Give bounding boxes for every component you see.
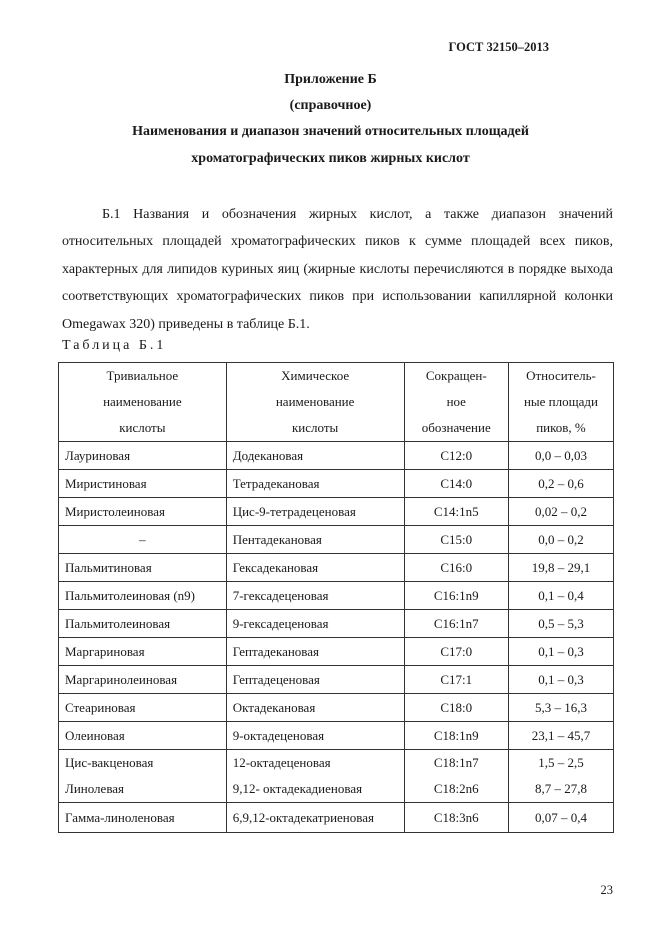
header-relative-area: [508, 363, 613, 442]
header-chemical-name: [226, 363, 404, 442]
header-line: наименование: [103, 394, 182, 409]
chemical-name-cell: 12-октадеценовая: [226, 750, 404, 777]
trivial-name-cell: Маргариновая: [59, 638, 227, 666]
abbreviation-cell: C14:0: [404, 470, 508, 498]
chemical-name-cell: 9-гексадеценовая: [226, 610, 404, 638]
header-line: ное: [446, 394, 466, 409]
relative-area-cell: 0,1 – 0,3: [508, 666, 613, 694]
relative-area-cell: 0,2 – 0,6: [508, 470, 613, 498]
trivial-name-cell: Олеиновая: [59, 722, 227, 750]
header-line: Сокращен-: [425, 368, 487, 383]
chemical-name-cell: Октадекановая: [226, 694, 404, 722]
appendix-subtitle: (справочное): [289, 98, 372, 113]
header-abbreviation: [404, 363, 508, 442]
table-header-row: [59, 363, 614, 442]
relative-area-cell: 1,5 – 2,5: [508, 750, 613, 777]
header-line: ные площади: [523, 394, 598, 409]
header-line: Тривиальное: [106, 368, 179, 383]
abbreviation-cell: C18:1n7: [404, 750, 508, 777]
relative-area-cell: 0,07 – 0,4: [508, 803, 613, 833]
chemical-name-cell: Цис-9-тетрадеценовая: [226, 498, 404, 526]
abbreviation-cell: C18:0: [404, 694, 508, 722]
table-row: [59, 610, 614, 638]
abbreviation-cell: C14:1n5: [404, 498, 508, 526]
abbreviation-cell: C17:1: [404, 666, 508, 694]
chemical-name-cell: Тетрадекановая: [226, 470, 404, 498]
abbreviation-cell: C12:0: [404, 442, 508, 470]
table-row: [59, 694, 614, 722]
trivial-name-cell: Лауриновая: [59, 442, 227, 470]
table-caption: Таблица Б.1: [62, 338, 167, 353]
body-paragraph-text: Б.1 Названия и обозначения жирных кислот, а также диапазон значений относительных площадей хроматографических пиков к сумме площадей всех пиков, характерных для липидов куриных яиц (жирные кислоты перечисляются в порядке выхода соответствующих хроматографических пиков при использовании капиллярной колонки Omegawax 320) приведены в таблице Б.1.: [62, 207, 613, 332]
appendix-heading-line-2: хроматографических пиков жирных кислот: [191, 151, 470, 166]
header-line: пиков, %: [536, 420, 586, 435]
header-line: кислоты: [119, 420, 166, 435]
trivial-name-cell: Стеариновая: [59, 694, 227, 722]
table-row: [59, 638, 614, 666]
table-row: [59, 750, 614, 777]
table-row: [59, 554, 614, 582]
relative-area-cell: 19,8 – 29,1: [508, 554, 613, 582]
header-line: кислоты: [291, 420, 339, 435]
chemical-name-cell: 9,12- октадекадиеновая: [226, 776, 404, 803]
relative-area-cell: 0,1 – 0,3: [508, 638, 613, 666]
body-paragraph: [62, 201, 613, 338]
relative-area-cell: 0,0 – 0,03: [508, 442, 613, 470]
header-line: наименование: [275, 394, 355, 409]
relative-area-cell: 0,02 – 0,2: [508, 498, 613, 526]
chemical-name-cell: Гептадеценовая: [226, 666, 404, 694]
table-row: [59, 442, 614, 470]
abbreviation-cell: C15:0: [404, 526, 508, 554]
trivial-name-cell: Миристолеиновая: [59, 498, 227, 526]
header-line: обозначение: [421, 420, 491, 435]
fatty-acids-table: [58, 362, 614, 833]
trivial-name-cell: Линолевая: [59, 776, 227, 803]
abbreviation-cell: C17:0: [404, 638, 508, 666]
chemical-name-cell: 7-гексадеценовая: [226, 582, 404, 610]
trivial-name-cell: Пальмитолеиновая: [59, 610, 227, 638]
table-row: [59, 776, 614, 803]
chemical-name-cell: Пентадекановая: [226, 526, 404, 554]
trivial-name-cell: Пальмитиновая: [59, 554, 227, 582]
table-row: [59, 498, 614, 526]
header-trivial-name: [59, 363, 227, 442]
chemical-name-cell: 6,9,12-октадекатриеновая: [226, 803, 404, 833]
relative-area-cell: 8,7 – 27,8: [508, 776, 613, 803]
table-row: [59, 582, 614, 610]
chemical-name-cell: Додекановая: [226, 442, 404, 470]
trivial-name-cell: Цис-вакценовая: [59, 750, 227, 777]
abbreviation-cell: C16:1n9: [404, 582, 508, 610]
chemical-name-cell: Гептадекановая: [226, 638, 404, 666]
chemical-name-cell: Гексадекановая: [226, 554, 404, 582]
trivial-name-cell: Маргаринолеиновая: [59, 666, 227, 694]
trivial-name-cell: –: [59, 526, 227, 554]
relative-area-cell: 0,1 – 0,4: [508, 582, 613, 610]
abbreviation-cell: C18:3n6: [404, 803, 508, 833]
relative-area-cell: 0,0 – 0,2: [508, 526, 613, 554]
table-row: [59, 526, 614, 554]
appendix-heading-line-1: Наименования и диапазон значений относительных площадей: [132, 124, 529, 139]
table-row: [59, 470, 614, 498]
table-row: [59, 666, 614, 694]
abbreviation-cell: C18:1n9: [404, 722, 508, 750]
header-line: Относитель-: [526, 368, 596, 383]
abbreviation-cell: C16:0: [404, 554, 508, 582]
trivial-name-cell: Миристиновая: [59, 470, 227, 498]
table-row: [59, 803, 614, 833]
appendix-title: Приложение Б: [284, 72, 377, 87]
trivial-name-cell: Пальмитолеиновая (n9): [59, 582, 227, 610]
chemical-name-cell: 9-октадеценовая: [226, 722, 404, 750]
table-row: [59, 722, 614, 750]
abbreviation-cell: C18:2n6: [404, 776, 508, 803]
relative-area-cell: 23,1 – 45,7: [508, 722, 613, 750]
abbreviation-cell: C16:1n7: [404, 610, 508, 638]
header-line: Химическое: [281, 368, 350, 383]
page-number: 23: [600, 883, 613, 897]
document-code: ГОСТ 32150–2013: [448, 40, 549, 54]
relative-area-cell: 0,5 – 5,3: [508, 610, 613, 638]
relative-area-cell: 5,3 – 16,3: [508, 694, 613, 722]
trivial-name-cell: Гамма-линоленовая: [59, 803, 227, 833]
